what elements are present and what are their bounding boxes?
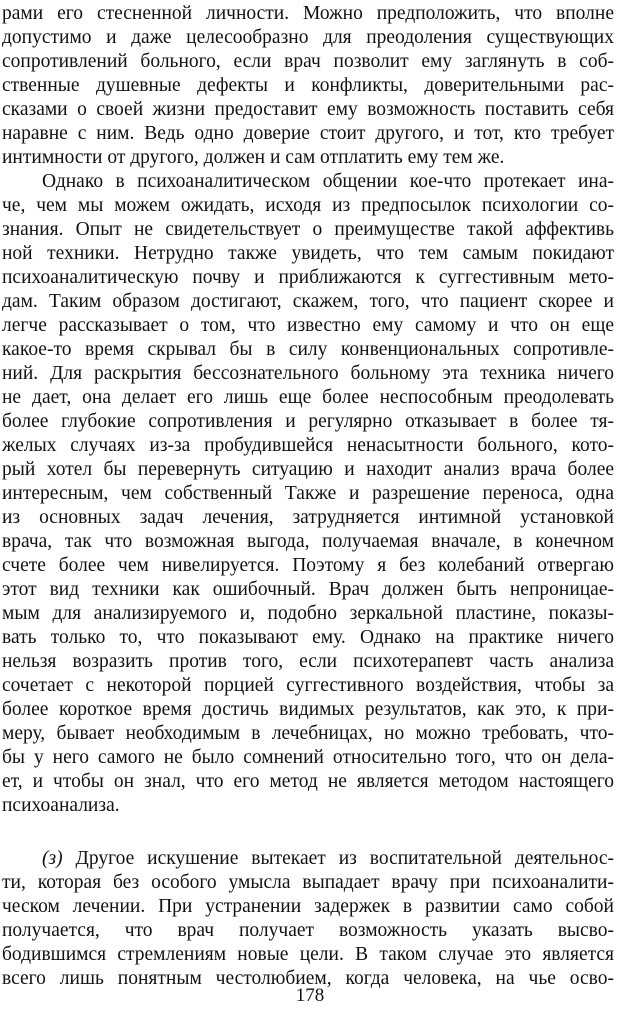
text-line: сопротивлений больного, если врач позволит ему заглянуть в соб- bbox=[2, 51, 614, 72]
text-line: более короткое время достичь видимых результатов, как это, к при- bbox=[2, 699, 614, 720]
text-line: счете более чем нивелируется. Поэтому я без колебаний отвергаю bbox=[2, 555, 614, 576]
text-line: меру, бывает необходимым в лечебницах, но можно требовать, что- bbox=[2, 723, 614, 744]
text-line: желых случаях из-за пробудившейся ненасытности больного, кото- bbox=[2, 435, 614, 456]
text-line: психоаналитическую почву и приближаются к суггестивным мето- bbox=[2, 267, 614, 288]
text-line: рый хотел бы перевернуть ситуацию и находит анализ врача более bbox=[2, 459, 614, 480]
text-line: ной техники. Нетрудно также увидеть, что тем самым покидают bbox=[2, 243, 614, 264]
text-line: этот вид техники как ошибочный. Врач должен быть непроницае- bbox=[2, 579, 614, 600]
text-line: рами его стесненной личности. Можно предположить, что вполне bbox=[2, 3, 614, 24]
text-line: знания. Опыт не свидетельствует о преимуществе такой аффективь bbox=[2, 219, 614, 240]
text-line: интересным, чем собственный Также и разрешение переноса, одна bbox=[2, 483, 614, 504]
page-number: 178 bbox=[295, 985, 325, 1006]
text-line: какое-то время скрывал бы в силу конвенциональных сопротивле- bbox=[2, 339, 614, 360]
text-line: психоанализа. bbox=[2, 795, 120, 816]
text-line: более глубокие сопротивления и регулярно отказывает в более тя- bbox=[2, 411, 614, 432]
text-line: бы у него самого не было сомнений относительно того, что он дела- bbox=[2, 747, 614, 768]
text-line: врача, так что возможная выгода, получаемая вначале, в конечном bbox=[2, 531, 614, 552]
text-line: наравне с ним. Ведь одно доверие стоит другого, и тот, кто требует bbox=[2, 123, 614, 144]
text-line: ти, которая без особого умысла выпадает врачу при психоаналити- bbox=[2, 872, 614, 893]
text-line: из основных задач лечения, затрудняется интимной установкой bbox=[2, 507, 614, 528]
text-line: ческом лечении. При устранении задержек в развитии само собой bbox=[2, 896, 614, 917]
text-line: сочетает с некоторой порцией суггестивного воздействия, чтобы за bbox=[2, 675, 614, 696]
text-line: всего лишь понятным честолюбием, когда человека, на чье осво- bbox=[2, 968, 614, 989]
section-first-line bbox=[42, 847, 614, 871]
text-line: мым для анализируемого и, подобно зеркальной пластине, показы- bbox=[2, 603, 614, 624]
text-line: Однако в психоаналитическом общении кое-что протекает ина- bbox=[42, 171, 614, 192]
text-line: получается, что врач получает возможность указать высво- bbox=[2, 920, 614, 941]
text-line: дам. Таким образом достигают, скажем, того, что пациент скорее и bbox=[2, 291, 614, 312]
text-line: че, чем мы можем ожидать, исходя из предпосылок психологии со- bbox=[2, 195, 614, 216]
text-line: бодившимся стремлениям новые цели. В таком случае это является bbox=[2, 944, 614, 965]
text-line: нельзя возразить против того, если психотерапевт часть анализа bbox=[2, 651, 614, 672]
text-line: Другое искушение вытекает из воспитательной деятельнос- bbox=[75, 848, 615, 869]
text-line: не дает, она делает его лишь еще более неспособным преодолевать bbox=[2, 387, 614, 408]
text-line: ет, и чтобы он знал, что его метод не является методом настоящего bbox=[2, 771, 614, 792]
section-number: (з) bbox=[42, 848, 63, 869]
text-line: ственные душевные дефекты и конфликты, доверительными рас- bbox=[2, 75, 614, 96]
text-line: ний. Для раскрытия бессознательного больному эта техника ничего bbox=[2, 363, 614, 384]
text-line: сказами о своей жизни предоставит ему возможность поставить себя bbox=[2, 99, 614, 120]
text-line: допустимо и даже целесообразно для преодоления существующих bbox=[2, 27, 614, 48]
text-line: интимности от другого, должен и сам отплатить ему тем же. bbox=[2, 147, 505, 168]
text-line: вать только то, что показывают ему. Однако на практике ничего bbox=[2, 627, 614, 648]
text-line: легче рассказывает о том, что известно ему самому и что он еще bbox=[2, 315, 614, 336]
